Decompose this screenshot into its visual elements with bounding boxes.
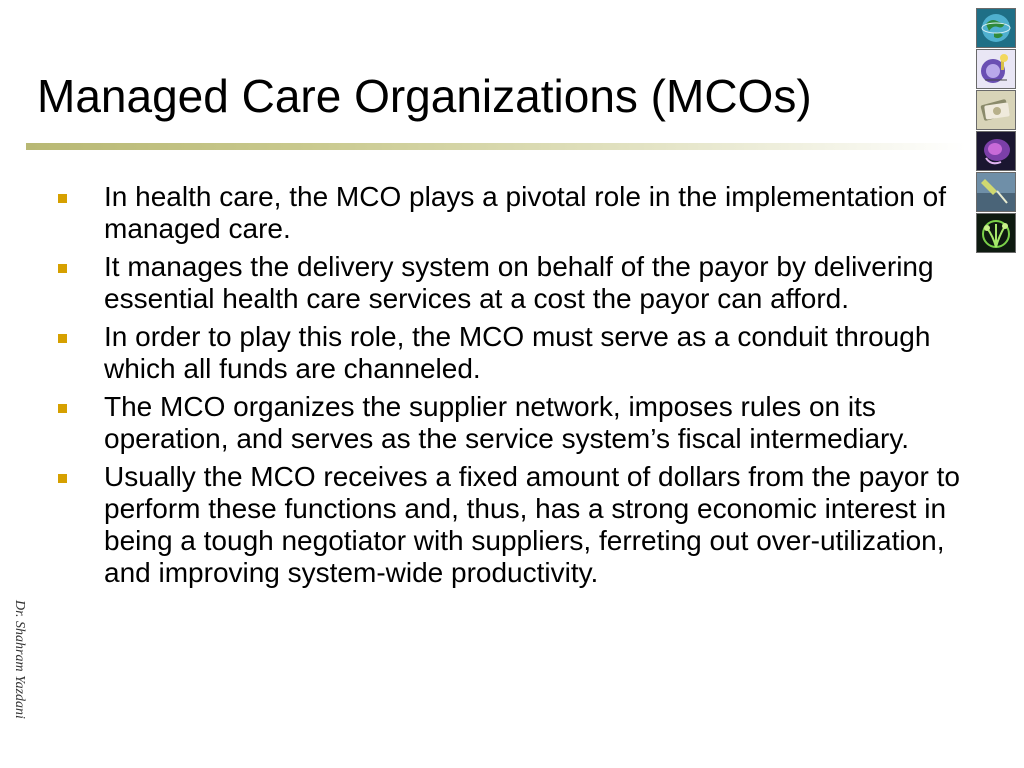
bullet-item: [57, 321, 962, 385]
author-credit: Dr. Shahram Yazdani: [12, 600, 27, 719]
circuit-icon: [976, 49, 1016, 89]
plant-icon: [976, 213, 1016, 253]
bullet-item: [57, 251, 962, 315]
bullet-text: In order to play this role, the MCO must serve as a conduit through which all funds are channeled.: [104, 321, 931, 384]
square-bullet-icon: [58, 404, 67, 413]
globe-icon: [976, 8, 1016, 48]
money-icon: [976, 90, 1016, 130]
square-bullet-icon: [58, 474, 67, 483]
square-bullet-icon: [58, 194, 67, 203]
bullet-text: Usually the MCO receives a fixed amount of dollars from the payor to perform these functions and, thus, has a strong economic interest in being a tough negotiator with suppliers, ferreting out over-utilization, and improving system-wide productivity.: [104, 461, 960, 588]
bullet-list: [57, 181, 962, 595]
title-divider: [26, 143, 966, 150]
square-bullet-icon: [58, 264, 67, 273]
bullet-text: It manages the delivery system on behalf of the payor by delivering essential health care services at a cost the payor can afford.: [104, 251, 934, 314]
bullet-item: [57, 461, 962, 589]
bullet-item: [57, 391, 962, 455]
satellite-icon: [976, 172, 1016, 212]
bullet-item: [57, 181, 962, 245]
bullet-text: In health care, the MCO plays a pivotal role in the implementation of managed care.: [104, 181, 946, 244]
bullet-text: The MCO organizes the supplier network, imposes rules on its operation, and serves as the service system’s fiscal intermediary.: [104, 391, 910, 454]
brain-scan-icon: [976, 131, 1016, 171]
slide-title: Managed Care Organizations (MCOs): [37, 70, 812, 122]
decorative-thumbnail-strip: [976, 8, 1016, 254]
square-bullet-icon: [58, 334, 67, 343]
